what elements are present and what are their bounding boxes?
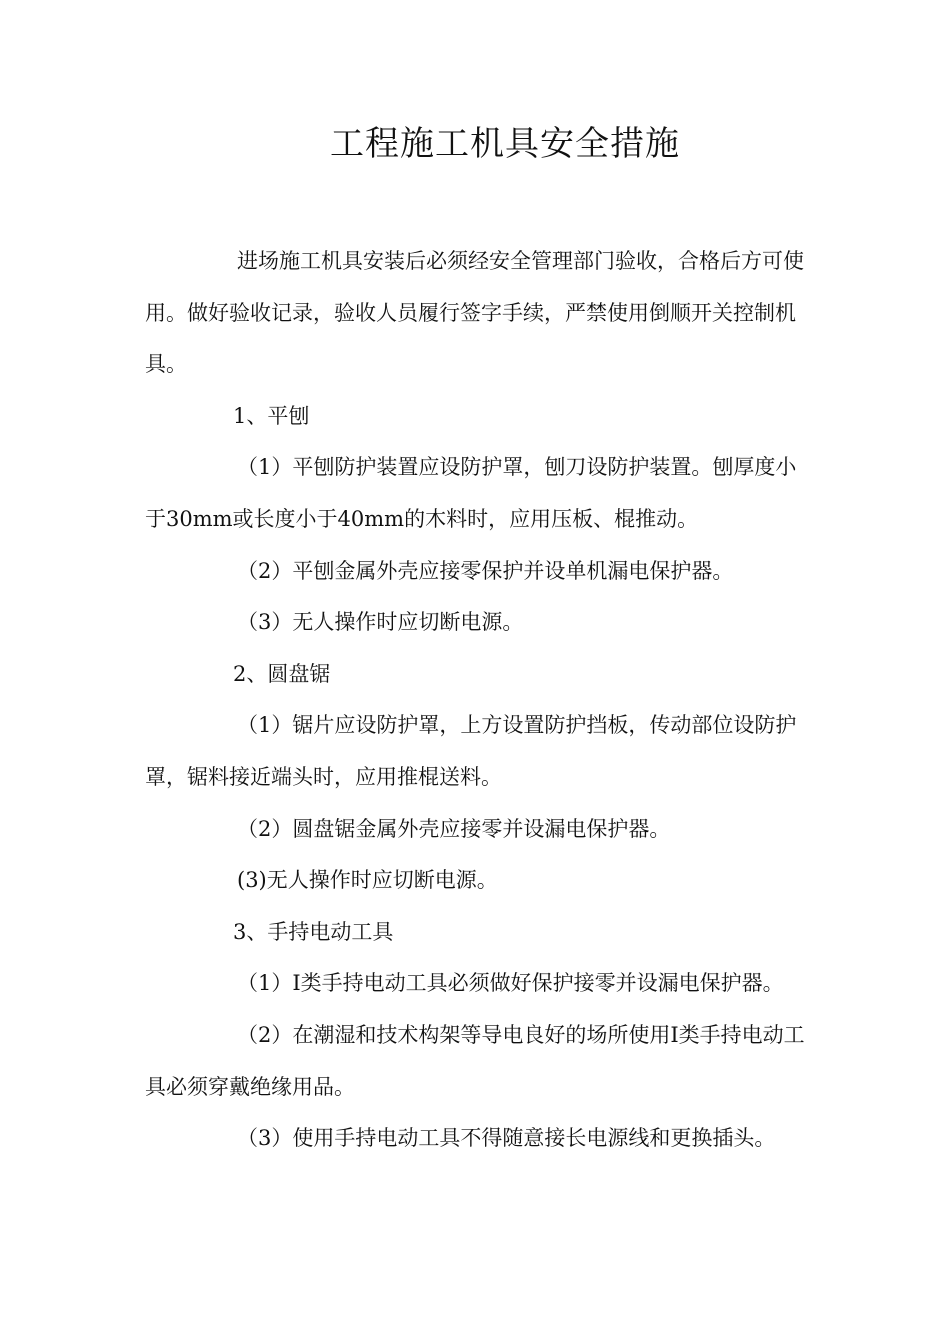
section-heading: 2、圆盘锯	[233, 661, 331, 686]
document-body	[145, 236, 810, 1165]
section-item: （1）I类手持电动工具必须做好保护接零并设漏电保护器。	[237, 971, 784, 996]
intro-paragraph: 进场施工机具安装后必须经安全管理部门验收，合格后方可使用。做好验收记录，验收人员履行签字手续，严禁使用倒顺开关控制机具。	[145, 249, 804, 377]
section-item: (3)无人操作时应切断电源。	[237, 868, 498, 893]
section-item: （2）在潮湿和技术构架等导电良好的场所使用I类手持电动工具必须穿戴绝缘用品。	[145, 1022, 805, 1099]
section-hand-tools	[145, 907, 810, 1165]
section-heading: 1、平刨	[233, 403, 310, 428]
section-circular-saw	[145, 649, 810, 907]
section-heading: 3、手持电动工具	[233, 919, 394, 944]
section-planer	[145, 391, 810, 649]
document-title: 工程施工机具安全措施	[330, 124, 680, 164]
section-item: （1）锯片应设防护罩，上方设置防护挡板，传动部位设防护罩，锯料接近端头时，应用推棍送料。	[145, 713, 797, 789]
section-item: （2）圆盘锯金属外壳应接零并设漏电保护器。	[237, 816, 671, 841]
section-item: （2）平刨金属外壳应接零保护并设单机漏电保护器。	[237, 558, 734, 583]
section-item: （3）使用手持电动工具不得随意接长电源线和更换插头。	[237, 1126, 776, 1151]
section-item: （1）平刨防护装置应设防护罩，刨刀设防护装置。刨厚度小于30mm或长度小于40mm的木料时，应用压板、棍推动。	[145, 455, 797, 531]
section-item: （3）无人操作时应切断电源。	[237, 610, 524, 635]
